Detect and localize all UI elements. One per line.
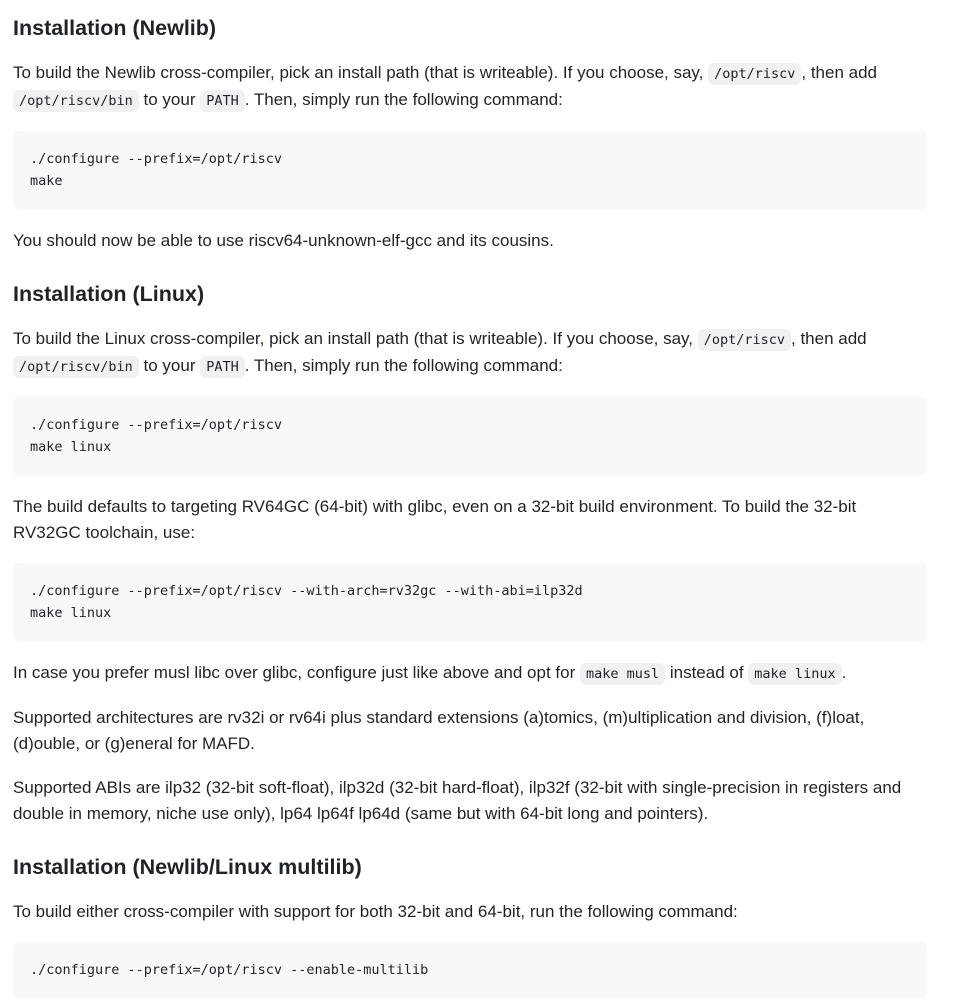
inline-code-install-path: /opt/riscv: [708, 63, 801, 85]
text-span: . Then, simply run the following command:: [244, 356, 563, 375]
multilib-intro-paragraph: To build either cross-compiler with support for both 32-bit and 64-bit, run the following command:: [13, 902, 738, 921]
code-line: ./configure --prefix=/opt/riscv --with-arch=rv32gc --with-abi=ilp32d: [30, 583, 583, 599]
text-span: To build the Newlib cross-compiler, pick an install path (that is writeable). If you choose, say,: [13, 63, 709, 82]
inline-code-path-var: PATH: [200, 356, 245, 378]
heading-installation-linux: Installation (Linux): [13, 282, 205, 306]
code-block-linux-rv32[interactable]: [13, 563, 927, 641]
text-span: .: [841, 663, 847, 682]
code-block-multilib-build[interactable]: [13, 942, 927, 998]
heading-installation-multilib: Installation (Newlib/Linux multilib): [13, 855, 362, 879]
text-span: , then add: [791, 329, 867, 348]
linux-architectures-paragraph: Supported architectures are rv32i or rv64i plus standard extensions (a)tomics, (m)ultiplication and division, (f)loat, (d)ouble, or (g)eneral for MAFD.: [13, 708, 865, 753]
heading-installation-newlib: Installation (Newlib): [13, 16, 217, 40]
inline-code-path-var: PATH: [200, 90, 245, 112]
inline-code-bin-path: /opt/riscv/bin: [13, 356, 139, 378]
newlib-intro-paragraph: [13, 60, 927, 114]
inline-code-bin-path: /opt/riscv/bin: [13, 90, 139, 112]
inline-code-make-linux: make linux: [748, 663, 841, 685]
text-span: In case you prefer musl libc over glibc, configure just like above and opt for: [13, 663, 580, 682]
code-line: make: [30, 173, 63, 189]
linux-musl-paragraph: [13, 660, 927, 687]
code-line: ./configure --prefix=/opt/riscv: [30, 151, 282, 167]
inline-code-make-musl: make musl: [580, 663, 665, 685]
code-line: make linux: [30, 439, 112, 455]
text-span: , then add: [801, 63, 878, 82]
text-span: instead of: [665, 663, 749, 682]
linux-intro-paragraph: [13, 326, 927, 380]
section-linux: [13, 281, 927, 827]
code-line: ./configure --prefix=/opt/riscv: [30, 417, 282, 433]
linux-abis-paragraph: Supported ABIs are ilp32 (32-bit soft-float), ilp32d (32-bit hard-float), ilp32f (32-bit with single-precision in registers and double in memory, niche use only), lp64 lp64f lp64d (same but with 64-bit long and pointers).: [13, 778, 902, 823]
text-span: to your: [138, 90, 201, 109]
code-line: ./configure --prefix=/opt/riscv --enable-multilib: [30, 962, 429, 978]
inline-code-install-path: /opt/riscv: [698, 329, 791, 351]
section-multilib: [13, 854, 927, 998]
section-newlib: [13, 0, 927, 254]
text-span: To build the Linux cross-compiler, pick an install path (that is writeable). If you choose, say,: [13, 329, 698, 348]
linux-defaults-paragraph: The build defaults to targeting RV64GC (64-bit) with glibc, even on a 32-bit build environment. To build the 32-bit RV32GC toolchain, use:: [13, 497, 857, 542]
code-block-linux-build[interactable]: [13, 397, 927, 475]
code-line: make linux: [30, 605, 112, 621]
code-block-newlib-build[interactable]: [13, 131, 927, 209]
text-span: to your: [138, 356, 201, 375]
newlib-result-paragraph: You should now be able to use riscv64-unknown-elf-gcc and its cousins.: [13, 231, 554, 250]
text-span: . Then, simply run the following command:: [244, 90, 563, 109]
